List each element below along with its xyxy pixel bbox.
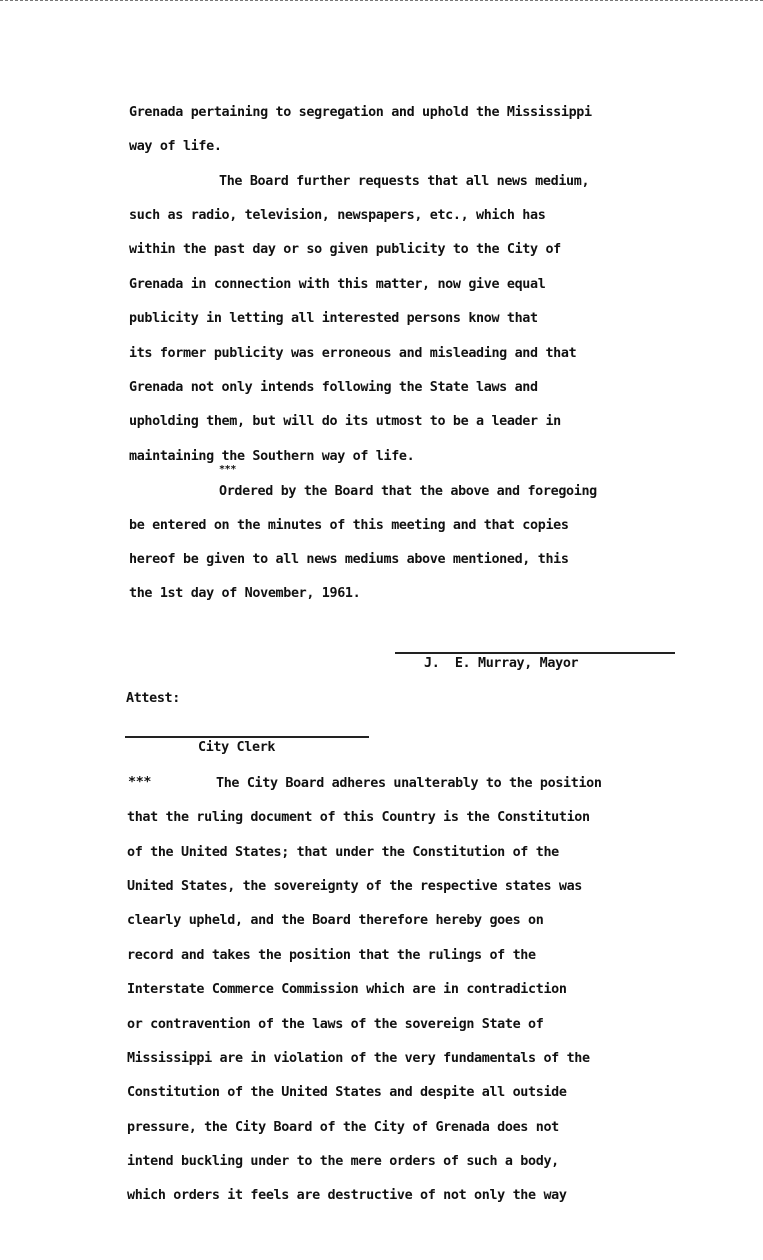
section-separator: *** — [219, 464, 237, 475]
text-line: Grenada in connection with this matter, now give equal — [129, 277, 546, 292]
text-line: that the ruling document of this Country is the Constitution — [127, 810, 590, 825]
text-line: the 1st day of November, 1961. — [129, 586, 361, 601]
text-line: pressure, the City Board of the City of Grenada does not — [127, 1120, 559, 1135]
clerk-signature: City Clerk — [198, 740, 276, 755]
text-line: within the past day or so given publicity to the City of — [129, 242, 561, 257]
text-line: publicity in letting all interested persons know that — [129, 311, 538, 326]
text-line: Ordered by the Board that the above and foregoing — [219, 484, 597, 499]
text-line: upholding them, but will do its utmost to be a leader in — [129, 414, 561, 429]
text-line: intend buckling under to the mere orders of such a body, — [127, 1154, 559, 1169]
text-line: The Board further requests that all news medium, — [219, 174, 590, 189]
text-line: Mississippi are in violation of the very fundamentals of the — [127, 1051, 590, 1066]
text-line: record and takes the position that the rulings of the — [127, 948, 536, 963]
mayor-signature-line — [395, 652, 675, 654]
text-line: such as radio, television, newspapers, etc., which has — [129, 208, 546, 223]
text-line: Grenada not only intends following the State laws and — [129, 380, 538, 395]
text-line: Interstate Commerce Commission which are in contradiction — [127, 982, 567, 997]
text-line: way of life. — [129, 139, 222, 154]
text-line: United States, the sovereignty of the respective states was — [127, 879, 582, 894]
text-line: clearly upheld, and the Board therefore hereby goes on — [127, 913, 544, 928]
text-line: or contravention of the laws of the sovereign State of — [127, 1017, 544, 1032]
text-line: Constitution of the United States and despite all outside — [127, 1085, 567, 1100]
text-line: its former publicity was erroneous and misleading and that — [129, 346, 577, 361]
text-line: hereof be given to all news mediums above mentioned, this — [129, 552, 569, 567]
text-line: The City Board adheres unalterably to the position — [216, 776, 602, 791]
text-line: which orders it feels are destructive of not only the way — [127, 1188, 567, 1203]
section-separator: *** — [128, 775, 152, 790]
text-line: maintaining the Southern way of life. — [129, 449, 415, 464]
text-line: Grenada pertaining to segregation and uphold the Mississippi — [129, 105, 592, 120]
attest-label: Attest: — [126, 691, 180, 706]
text-line: be entered on the minutes of this meeting and that copies — [129, 518, 569, 533]
text-line: of the United States; that under the Constitution of the — [127, 845, 559, 860]
mayor-signature: J. E. Murray, Mayor — [424, 656, 579, 671]
clerk-signature-line — [125, 736, 369, 738]
scan-top-edge — [0, 0, 763, 5]
